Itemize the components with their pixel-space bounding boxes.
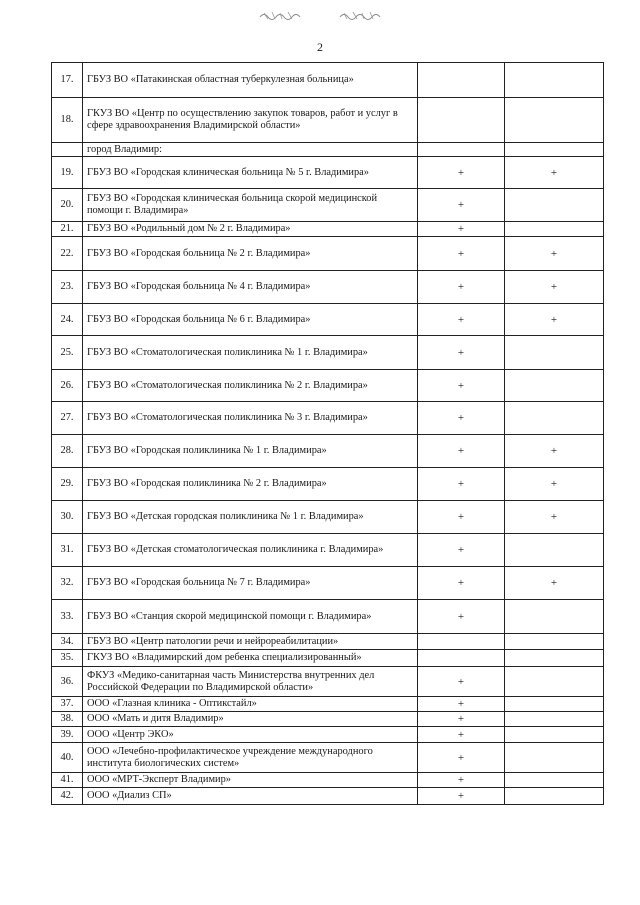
mark-cell-2 (505, 634, 604, 650)
mark-cell-1: + (418, 370, 505, 402)
mark-cell-1 (418, 143, 505, 157)
institution-name: ГБУЗ ВО «Городская больница № 6 г. Владимира» (83, 304, 418, 336)
row-number: 30. (52, 501, 83, 534)
institution-name: ГБУЗ ВО «Детская городская поликлиника № 1 г. Владимира» (83, 501, 418, 534)
table-row (52, 600, 604, 634)
table-row (52, 435, 604, 468)
mark-cell-1: + (418, 727, 505, 743)
institution-name: ФКУЗ «Медико-санитарная часть Министерства внутренних дел Российской Федерации по Владимирской области» (83, 667, 418, 697)
mark-cell-2 (505, 63, 604, 98)
row-number: 34. (52, 634, 83, 650)
mark-cell-2 (505, 712, 604, 727)
mark-cell-1: + (418, 697, 505, 712)
mark-cell-1: + (418, 468, 505, 501)
table-row (52, 370, 604, 402)
mark-cell-2 (505, 370, 604, 402)
mark-cell-2: + (505, 304, 604, 336)
mark-cell-2 (505, 98, 604, 143)
mark-cell-2 (505, 650, 604, 667)
row-number: 37. (52, 697, 83, 712)
mark-cell-1: + (418, 222, 505, 237)
mark-cell-1: + (418, 157, 505, 189)
mark-cell-1 (418, 634, 505, 650)
row-number: 17. (52, 63, 83, 98)
row-number: 20. (52, 189, 83, 222)
mark-cell-2 (505, 189, 604, 222)
table-row (52, 271, 604, 304)
mark-cell-2 (505, 336, 604, 370)
institution-name: ГБУЗ ВО «Детская стоматологическая поликлиника г. Владимира» (83, 534, 418, 567)
mark-cell-1: + (418, 600, 505, 634)
page-number: 2 (317, 40, 323, 54)
table-row (52, 98, 604, 143)
institution-name: ГКУЗ ВО «Центр по осуществлению закупок товаров, работ и услуг в сфере здравоохранения Владимирской области» (83, 98, 418, 143)
row-number: 25. (52, 336, 83, 370)
row-number: 21. (52, 222, 83, 237)
mark-cell-1: + (418, 189, 505, 222)
mark-cell-2 (505, 534, 604, 567)
mark-cell-2: + (505, 271, 604, 304)
mark-cell-1: + (418, 336, 505, 370)
table-row (52, 501, 604, 534)
mark-cell-2: + (505, 501, 604, 534)
mark-cell-2 (505, 727, 604, 743)
table-row (52, 304, 604, 336)
institution-name: ГБУЗ ВО «Центр патологии речи и нейрореабилитации» (83, 634, 418, 650)
mark-cell-2: + (505, 435, 604, 468)
row-number: 36. (52, 667, 83, 697)
mark-cell-1: + (418, 712, 505, 727)
table-row (52, 237, 604, 271)
mark-cell-1: + (418, 667, 505, 697)
mark-cell-1: + (418, 534, 505, 567)
mark-cell-2: + (505, 567, 604, 600)
mark-cell-2 (505, 667, 604, 697)
mark-cell-2 (505, 743, 604, 773)
mark-cell-2 (505, 788, 604, 805)
row-number: 26. (52, 370, 83, 402)
table-row (52, 157, 604, 189)
mark-cell-1 (418, 63, 505, 98)
row-number: 41. (52, 773, 83, 788)
table-row (52, 63, 604, 98)
registry-body (52, 63, 604, 805)
table-row (52, 712, 604, 727)
institution-name: ГБУЗ ВО «Родильный дом № 2 г. Владимира» (83, 222, 418, 237)
row-number: 35. (52, 650, 83, 667)
mark-cell-2 (505, 143, 604, 157)
mark-cell-1: + (418, 773, 505, 788)
table-row (52, 634, 604, 650)
table-row (52, 773, 604, 788)
table-row (52, 788, 604, 805)
mark-cell-1: + (418, 501, 505, 534)
mark-cell-1: + (418, 304, 505, 336)
institution-name: ГКУЗ ВО «Владимирский дом ребенка специализированный» (83, 650, 418, 667)
mark-cell-1: + (418, 435, 505, 468)
table-row (52, 743, 604, 773)
institution-name: ГБУЗ ВО «Городская клиническая больница № 5 г. Владимира» (83, 157, 418, 189)
row-number: 33. (52, 600, 83, 634)
table-row (52, 189, 604, 222)
institution-name: ГБУЗ ВО «Городская поликлиника № 1 г. Владимира» (83, 435, 418, 468)
institution-name: ООО «Лечебно-профилактическое учреждение международного института биологических систем» (83, 743, 418, 773)
row-number: 40. (52, 743, 83, 773)
institution-name: ГБУЗ ВО «Городская больница № 2 г. Владимира» (83, 237, 418, 271)
section-label: город Владимир: (83, 143, 418, 157)
institution-name: ГБУЗ ВО «Патакинская областная туберкулезная больница» (83, 63, 418, 98)
mark-cell-1: + (418, 788, 505, 805)
table-row (52, 222, 604, 237)
row-number: 39. (52, 727, 83, 743)
table-row (52, 468, 604, 501)
table-row (52, 727, 604, 743)
table-row (52, 650, 604, 667)
row-number: 29. (52, 468, 83, 501)
row-number: 23. (52, 271, 83, 304)
section-row (52, 143, 604, 157)
mark-cell-1: + (418, 237, 505, 271)
mark-cell-1: + (418, 402, 505, 435)
institution-name: ГБУЗ ВО «Стоматологическая поликлиника № 3 г. Владимира» (83, 402, 418, 435)
registry-table (51, 62, 604, 805)
table-row (52, 667, 604, 697)
mark-cell-2 (505, 773, 604, 788)
mark-cell-2 (505, 697, 604, 712)
table-row (52, 697, 604, 712)
row-number: 18. (52, 98, 83, 143)
institution-name: ГБУЗ ВО «Стоматологическая поликлиника № 1 г. Владимира» (83, 336, 418, 370)
row-number: 24. (52, 304, 83, 336)
mark-cell-1: + (418, 743, 505, 773)
row-number: 32. (52, 567, 83, 600)
institution-name: ООО «МРТ-Эксперт Владимир» (83, 773, 418, 788)
institution-name: ГБУЗ ВО «Городская клиническая больница скорой медицинской помощи г. Владимира» (83, 189, 418, 222)
table-row (52, 534, 604, 567)
row-number: 27. (52, 402, 83, 435)
table-row (52, 402, 604, 435)
institution-name: ГБУЗ ВО «Станция скорой медицинской помощи г. Владимира» (83, 600, 418, 634)
table-row (52, 567, 604, 600)
institution-name: ГБУЗ ВО «Городская больница № 7 г. Владимира» (83, 567, 418, 600)
institution-name: ООО «Мать и дитя Владимир» (83, 712, 418, 727)
row-number: 22. (52, 237, 83, 271)
institution-name: ГБУЗ ВО «Городская больница № 4 г. Владимира» (83, 271, 418, 304)
institution-name: ООО «Центр ЭКО» (83, 727, 418, 743)
table-row (52, 336, 604, 370)
row-number: 42. (52, 788, 83, 805)
mark-cell-2 (505, 402, 604, 435)
mark-cell-2: + (505, 157, 604, 189)
mark-cell-1: + (418, 271, 505, 304)
mark-cell-2 (505, 222, 604, 237)
row-number: 31. (52, 534, 83, 567)
institution-name: ГБУЗ ВО «Городская поликлиника № 2 г. Владимира» (83, 468, 418, 501)
institution-name: ГБУЗ ВО «Стоматологическая поликлиника № 2 г. Владимира» (83, 370, 418, 402)
row-number: 19. (52, 157, 83, 189)
institution-name: ООО «Глазная клиника - Оптикстайл» (83, 697, 418, 712)
mark-cell-2: + (505, 237, 604, 271)
mark-cell-1 (418, 650, 505, 667)
section-num-cell (52, 143, 83, 157)
scan-marks (258, 8, 388, 24)
mark-cell-2 (505, 600, 604, 634)
mark-cell-1: + (418, 567, 505, 600)
row-number: 38. (52, 712, 83, 727)
mark-cell-2: + (505, 468, 604, 501)
row-number: 28. (52, 435, 83, 468)
institution-name: ООО «Диализ СП» (83, 788, 418, 805)
mark-cell-1 (418, 98, 505, 143)
